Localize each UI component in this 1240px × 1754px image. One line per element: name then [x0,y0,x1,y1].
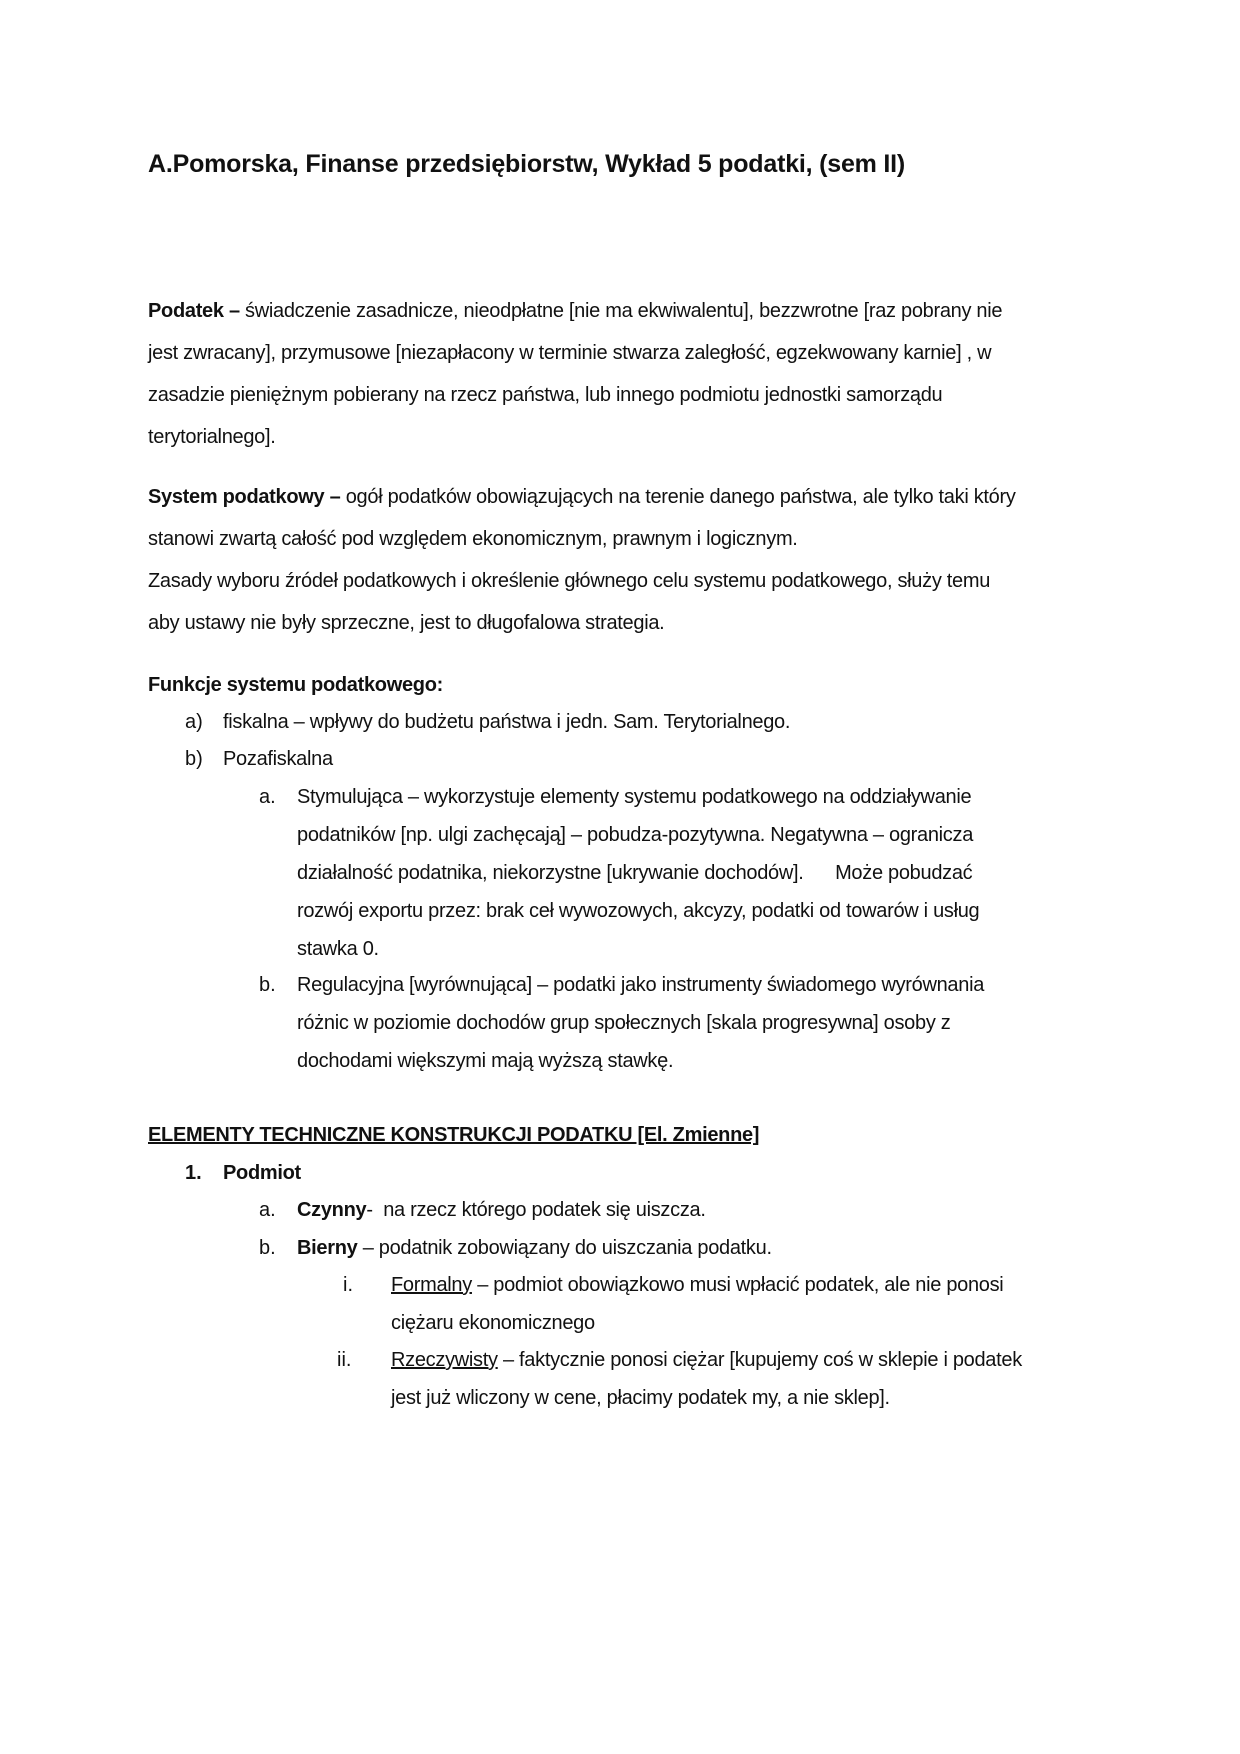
podatek-line-2: jest zwracany], przymusowe [niezapłacony w terminie stwarza zaległość, egzekwowany karnie] , w [148,342,992,364]
bierny-marker: b. [259,1237,276,1259]
system-line-3: Zasady wyboru źródeł podatkowych i określenie głównego celu systemu podatkowego, służy temu [148,570,991,592]
stymulujaca-line-5: stawka 0. [297,938,379,960]
document-title: A.Pomorska, Finanse przedsiębiorstw, Wykład 5 podatki, (sem II) [148,150,906,178]
podatek-text-1: świadczenie zasadnicze, nieodpłatne [nie ma ekwiwalentu], bezzwrotne [raz pobrany nie [245,300,1003,322]
czynny-text: - na rzecz którego podatek się uiszcza. [366,1199,706,1221]
system-text-1: ogół podatków obowiązujących na terenie danego państwa, ale tylko taki który [345,486,1016,508]
podatek-definition [148,290,1098,458]
stymulujaca-line-3: działalność podatnika, niekorzystne [ukrywanie dochodów]. Może pobudzać [297,862,973,884]
funkcje-a-marker: a) [185,711,203,733]
podmiot-label: Podmiot [223,1162,301,1184]
regulacyjna-line-2: różnic w poziomie dochodów grup społecznych [skala progresywna] osoby z [297,1012,951,1034]
podatek-line-4: terytorialnego]. [148,426,276,448]
system-line-2: stanowi zwartą całość pod względem ekonomicznym, prawnym i logicznym. [148,528,798,550]
rzeczywisty-marker: ii. [337,1349,352,1371]
stymulujaca-line-4: rozwój exportu przez: brak ceł wywozowych, akcyzy, podatki od towarów i usług [297,900,980,922]
stymulujaca-marker: a. [259,786,276,808]
system-definition [148,476,1098,644]
rzeczywisty-line-2: jest już wliczony w cene, płacimy podatek my, a nie sklep]. [391,1387,890,1409]
system-term: System podatkowy [148,486,325,508]
funkcje-b-marker: b) [185,748,203,770]
podatek-line-1 [148,290,1098,332]
funkcje-a-text: fiskalna – wpływy do budżetu państwa i jedn. Sam. Terytorialnego. [223,711,791,733]
stymulujaca-text [297,776,1097,970]
podatek-dash: – [223,300,246,322]
rzeczywisty-term: Rzeczywisty [391,1349,498,1371]
podatek-term: Podatek [148,300,224,322]
system-line-4: aby ustawy nie były sprzeczne, jest to długofalowa strategia. [148,612,665,634]
stymulujaca-line-2: podatników [np. ulgi zachęcają] – pobudza-pozytywna. Negatywna – ogranicza [297,824,974,846]
czynny-line [297,1189,706,1231]
funkcje-heading-text: Funkcje systemu podatkowego: [148,674,443,696]
system-dash: – [324,486,346,508]
system-line-1 [148,476,1098,518]
formalny-line-2: ciężaru ekonomicznego [391,1312,595,1334]
elementy-heading [148,1114,1098,1156]
formalny-text [391,1264,1111,1344]
regulacyjna-line-3: dochodami większymi mają wyższą stawkę. [297,1050,674,1072]
regulacyjna-marker: b. [259,974,276,996]
podmiot-marker: 1. [185,1162,202,1184]
regulacyjna-line-1: Regulacyjna [wyrównująca] – podatki jako instrumenty świadomego wyrównania [297,974,985,996]
rzeczywisty-text [391,1339,1111,1419]
funkcje-b-text: Pozafiskalna [223,748,333,770]
funkcje-heading [148,664,1098,706]
elementy-heading-text: ELEMENTY TECHNICZNE KONSTRUKCJI PODATKU [El. Zmienne] [148,1124,760,1146]
regulacyjna-text [297,964,1097,1082]
czynny-marker: a. [259,1199,276,1221]
podatek-line-3: zasadzie pieniężnym pobierany na rzecz państwa, lub innego podmiotu jednostki samorządu [148,384,943,406]
formalny-term: Formalny [391,1274,472,1296]
rzeczywisty-line-1: – faktycznie ponosi ciężar [kupujemy coś w sklepie i podatek [497,1349,1022,1371]
formalny-line-1: – podmiot obowiązkowo musi wpłacić podatek, ale nie ponosi [471,1274,1004,1296]
stymulujaca-line-1: Stymulująca – wykorzystuje elementy systemu podatkowego na oddziaływanie [297,786,972,808]
bierny-term: Bierny [297,1237,358,1259]
czynny-term: Czynny [297,1199,367,1221]
formalny-marker: i. [343,1274,353,1296]
bierny-text: – podatnik zobowiązany do uiszczania podatku. [357,1237,772,1259]
bierny-line [297,1227,772,1269]
